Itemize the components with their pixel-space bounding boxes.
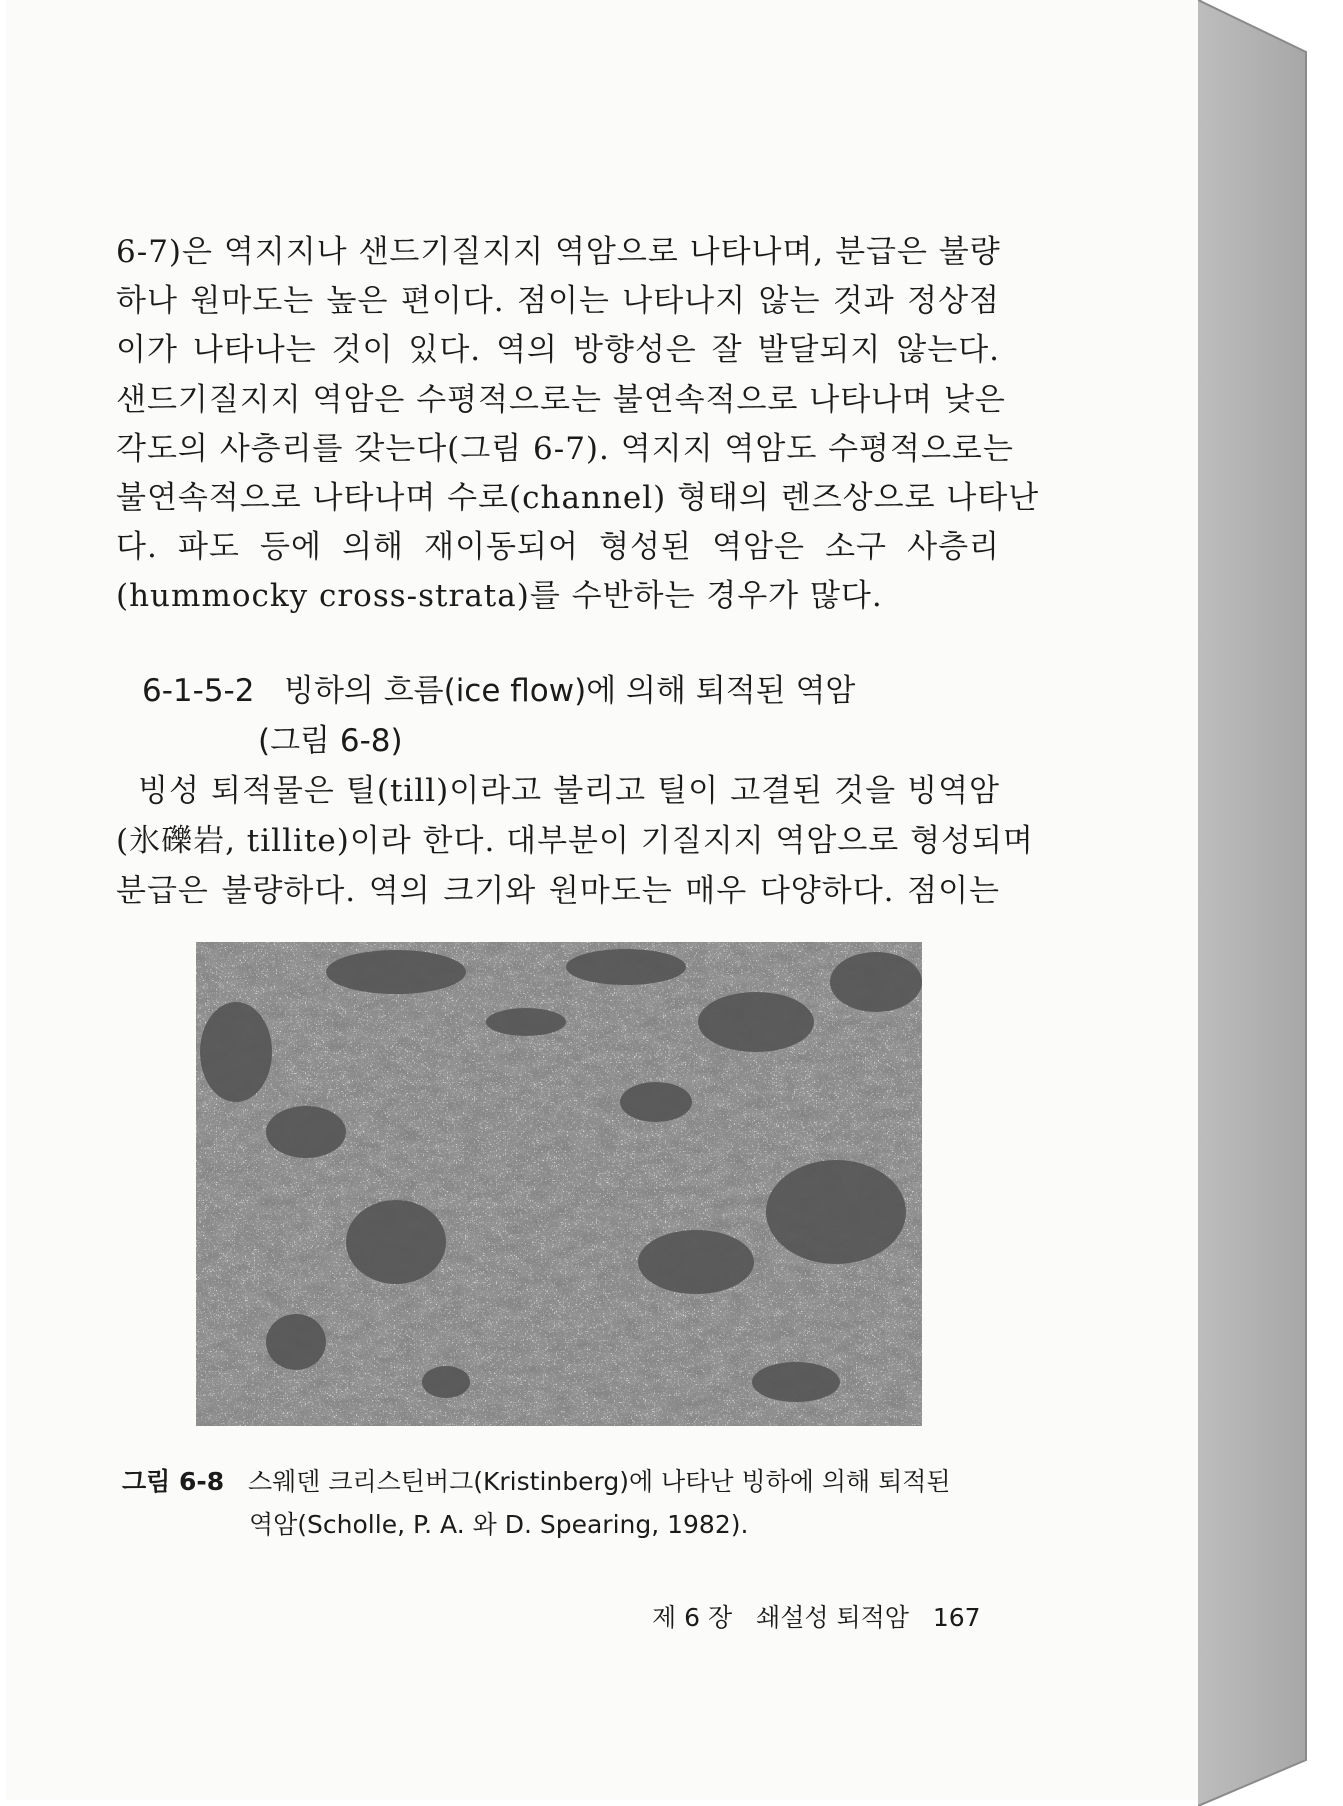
tillite-photo-image [196,942,922,1426]
page-number: 167 [932,1603,981,1632]
paragraph-2 [116,766,1034,916]
text-line: 이가 나타나는 것이 있다. 역의 방향성은 잘 발달되지 않는다. [116,332,1000,369]
section-heading [142,666,855,766]
section-title: 빙하의 흐름(ice flow)에 의해 퇴적된 역암 [284,673,856,709]
page-footer [652,1598,997,1634]
text-line: 불연속적으로 나타나며 수로(channel) 형태의 렌즈상으로 나타난 [116,480,1040,517]
text-line: (氷礫岩, tillite)이라 한다. 대부분이 기질지지 역암으로 형성되며 [116,823,1034,859]
paragraph-1 [116,228,1040,622]
figure-tillite-photo [196,942,922,1426]
caption-line-2: 역암(Scholle, P. A. 와 D. Spearing, 1982). [249,1510,749,1539]
chapter-title: 쇄설성 퇴적암 [756,1603,909,1632]
chapter-label: 제 6 장 [652,1603,733,1632]
text-line: 빙성 퇴적물은 틸(till)이라고 불리고 틸이 고결된 것을 빙역암 [138,773,1000,809]
figure-caption [122,1460,1004,1546]
section-title-continued: (그림 6-8) [258,723,403,759]
text-line: 샌드기질지지 역암은 수평적으로는 불연속적으로 나타나며 낮은 [116,381,1006,418]
figure-label: 그림 6-8 [122,1467,225,1496]
text-line: (hummocky cross-strata)를 수반하는 경우가 많다. [116,578,883,615]
section-number: 6-1-5-2 [142,673,255,709]
text-line: 하나 원마도는 높은 편이다. 점이는 나타나지 않는 것과 정상점 [116,283,1000,320]
book-edge [1198,0,1308,1806]
caption-line-1: 스웨덴 크리스틴버그(Kristinberg)에 나타난 빙하에 의해 퇴적된 [247,1467,951,1496]
text-line: 다. 파도 등에 의해 재이동되어 형성된 역암은 소구 사층리 [116,529,1000,566]
text-line: 6-7)은 역지지나 샌드기질지지 역암으로 나타나며, 분급은 불량 [116,234,1001,270]
text-line: 각도의 사층리를 갖는다(그림 6-7). 역지지 역암도 수평적으로는 [116,430,1014,467]
text-line: 분급은 불량하다. 역의 크기와 원마도는 매우 다양하다. 점이는 [116,873,1000,909]
